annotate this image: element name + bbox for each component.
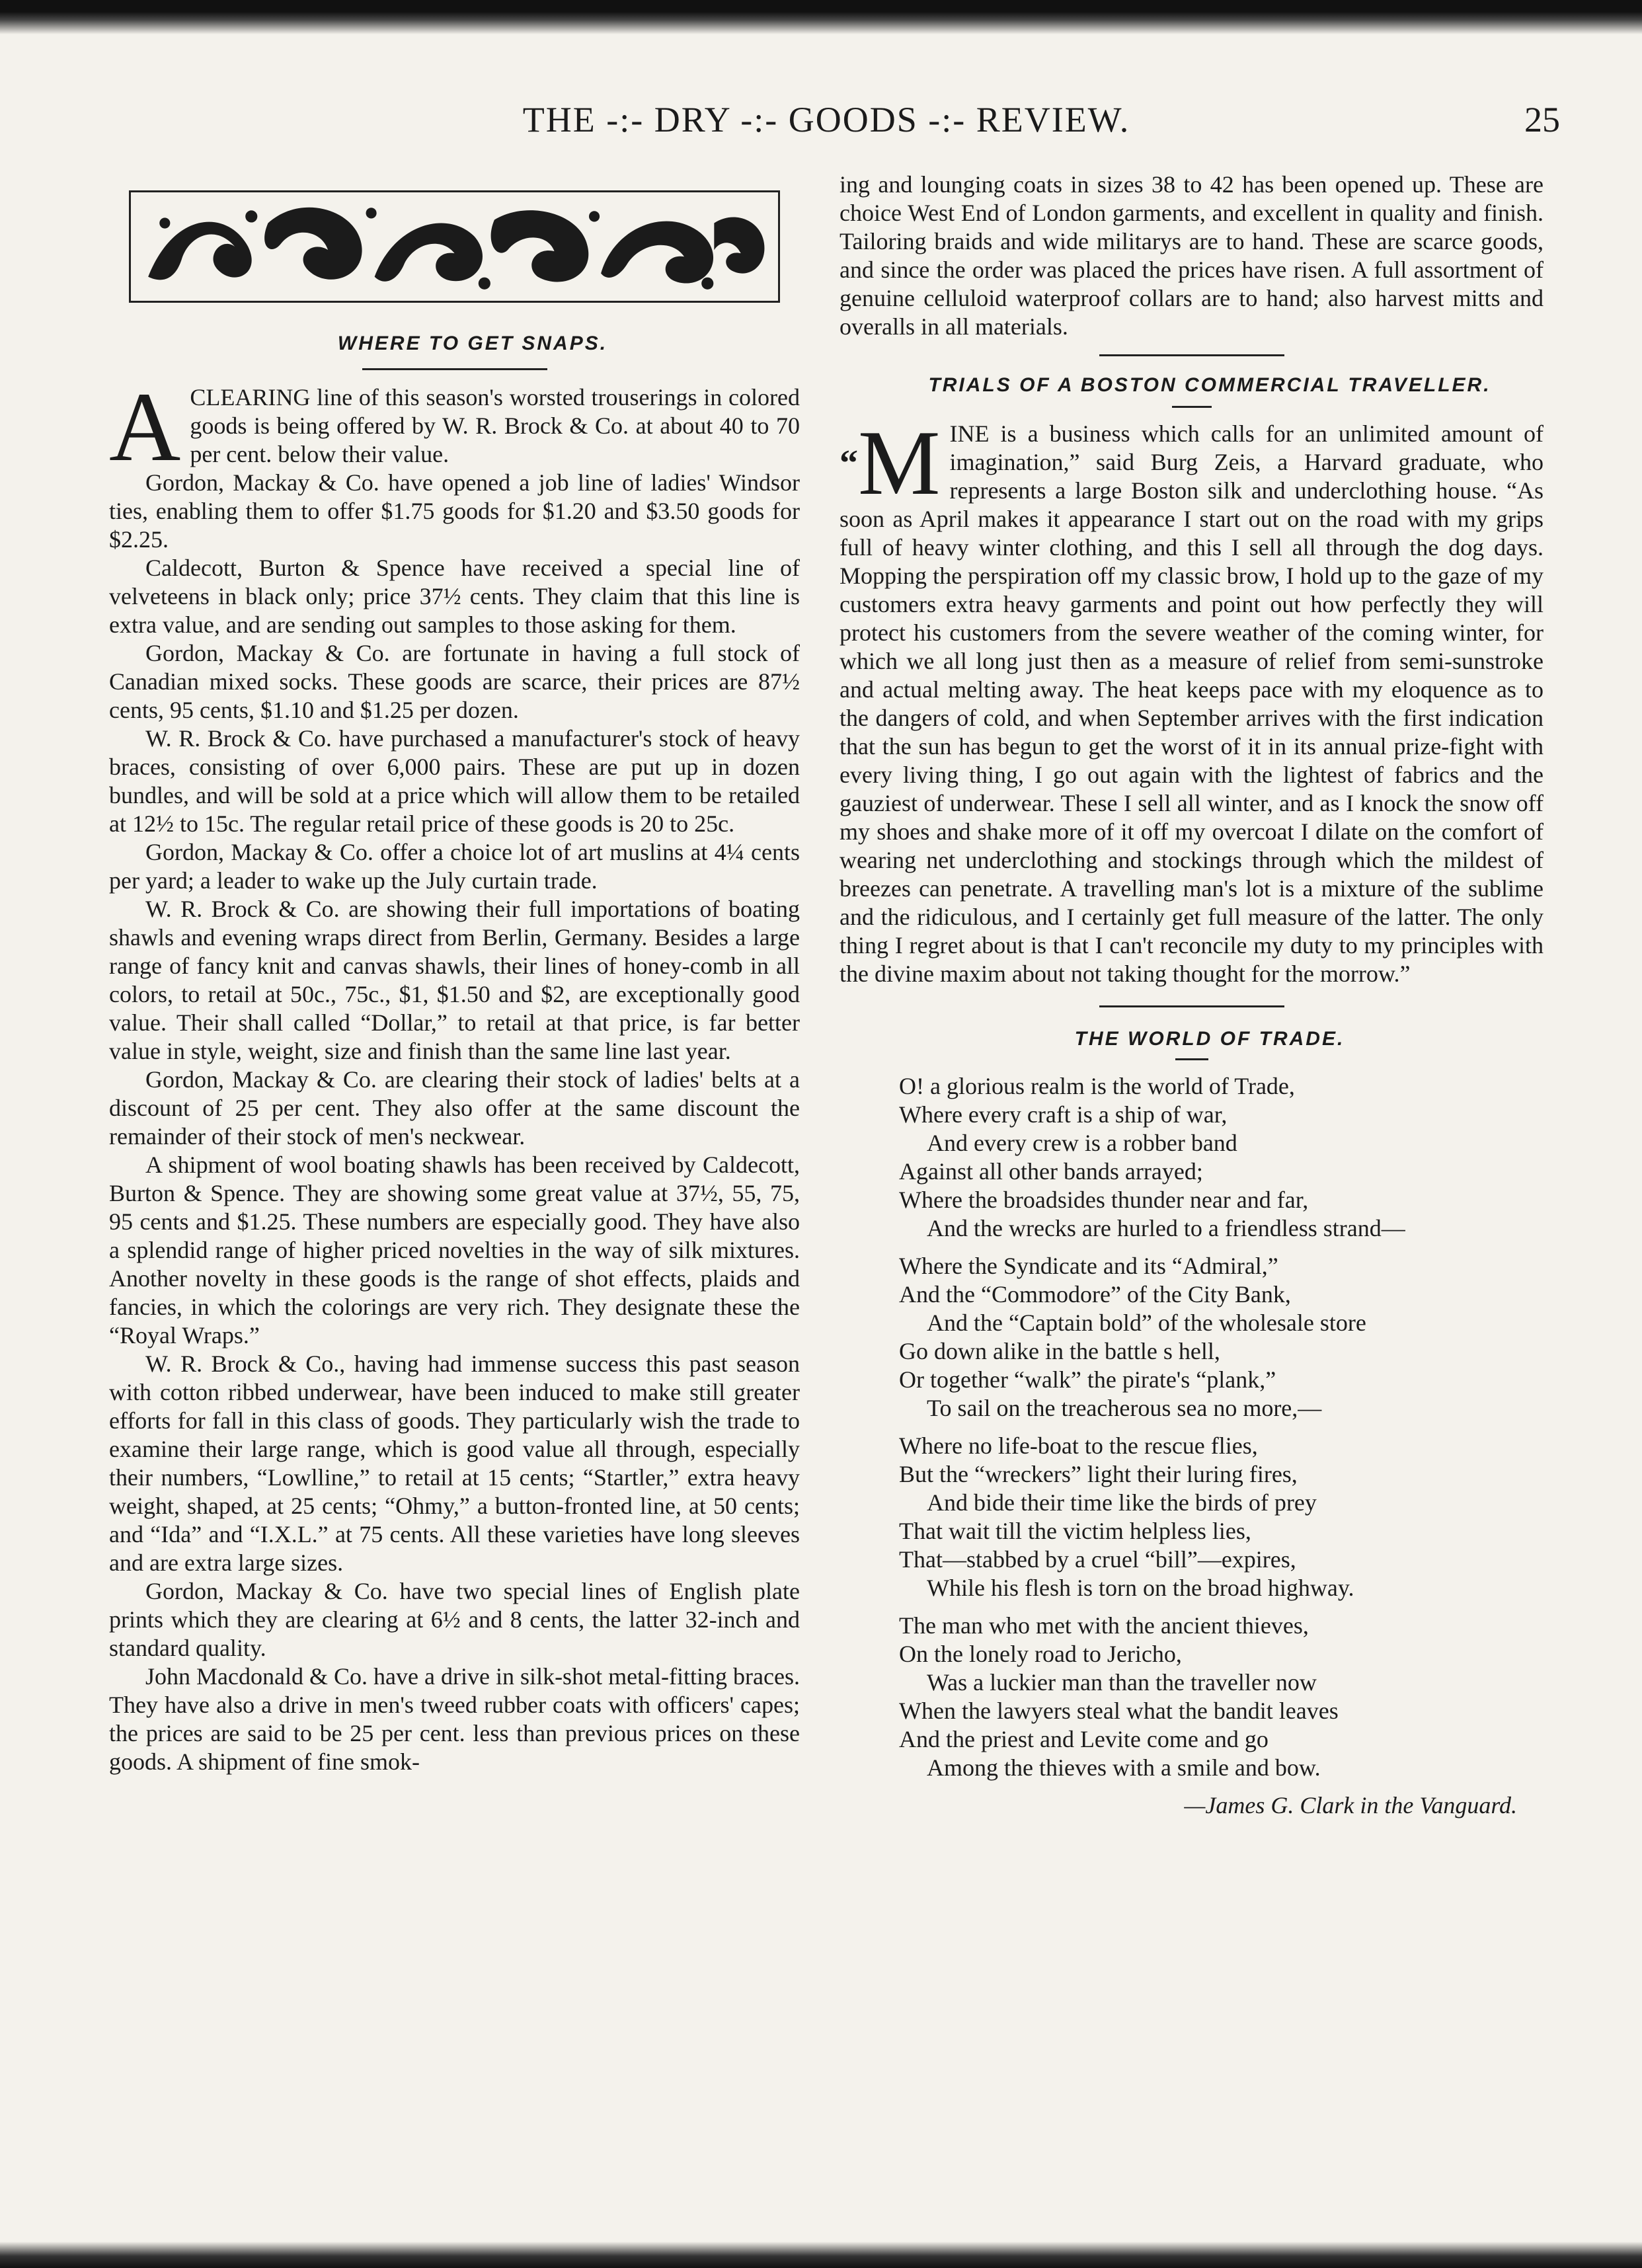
poem-line: Where the Syndicate and its “Admiral,” [899,1253,1278,1279]
poem-line: Where no life-boat to the rescue flies, [899,1432,1258,1459]
snap-item-paragraph: Caldecott, Burton & Spence have received a special line of velveteens in black only; price 37½ cents. They claim that this line is extra value, and are sending out samples to those asking for them. [109,555,800,638]
short-rule [1172,406,1212,408]
poem-line: While his flesh is torn on the broad highway. [927,1575,1354,1601]
poem-stanza [899,1072,1544,1243]
poem-the-world-of-trade [840,1072,1544,1820]
poem-line: And the “Captain bold” of the wholesale store [927,1310,1366,1336]
poem-line: And every crew is a robber band [927,1130,1237,1156]
snap-item-paragraph: John Macdonald & Co. have a drive in silk-shot metal-fitting braces. They have also a drive in men's tweed rubber coats with officers' capes; the prices are said to be 25 per cent. less than previous prices on these goods. A shipment of fine smok- [109,1663,800,1775]
first-paragraph [109,372,800,482]
snap-item-paragraph: A shipment of wool boating shawls has been received by Caldecott, Burton & Spence. They are showing some great value at 37½, 55, 75, 95 cents and $1.25. These numbers are especially good. They have also a splendid range of higher priced novelties in the way of silk mixtures. Another novelty in these goods is the range of shot effects, plaids and fancies, in which the colorings are very rich. They designate these the “Royal Wraps.” [109,1152,800,1349]
poem-line: Or together “walk” the pirate's “plank,” [899,1366,1276,1393]
section-rule [1099,1005,1284,1007]
poem-line: That wait till the victim helpless lies, [899,1518,1251,1544]
scan-bottom-edge [0,2242,1642,2268]
poem-stanza [899,1612,1544,1782]
poem-byline: —James G. Clark in the Vanguard. [1184,1792,1517,1818]
poem-line: Was a luckier man than the traveller now [927,1669,1317,1696]
scan-top-edge [0,0,1642,34]
poem-line: O! a glorious realm is the world of Trade, [899,1073,1295,1099]
open-quote: “ [840,443,858,484]
poem-line: The man who met with the ancient thieves, [899,1612,1309,1639]
right-column [840,171,1544,1820]
poem-line: That—stabbed by a cruel “bill”—expires, [899,1546,1296,1573]
poem-line: Against all other bands arrayed; [899,1158,1203,1185]
poem-line: And the “Commodore” of the City Bank, [899,1281,1291,1308]
section-rule [362,368,547,370]
snap-item-paragraph: Gordon, Mackay & Co. have opened a job line of ladies' Windsor ties, enabling them to offer $1.75 goods for $1.20 and $3.50 goods for $2.25. [109,469,800,553]
short-rule [1175,1058,1208,1060]
poem-stanza [899,1432,1544,1602]
running-head: THE -:- DRY -:- GOODS -:- REVIEW. [522,100,1130,139]
poem-line: On the lonely road to Jericho, [899,1641,1182,1667]
snap-item-paragraph: Gordon, Mackay & Co. are fortunate in having a full stock of Canadian mixed socks. These goods are scarce, their prices are 87½ cents, 95 cents, $1.10 and $1.25 per dozen. [109,640,800,723]
left-column [109,171,800,1776]
page-number: 25 [1524,100,1560,139]
snap-item-paragraph: W. R. Brock & Co. are showing their full importations of boating shawls and evening wraps direct from Berlin, Germany. Besides a large range of fancy knit and canvas shawls, their lines of honey-comb in all colors, to retail at 50c., 75c., $1, $1.50 and $2, are exceptionally good value. Their shall called “Dollar,” to retail at that price, is far better value in style, weight, size and finish than the same line last year. [109,896,800,1064]
poem-line: But the “wreckers” light their luring fires, [899,1461,1298,1487]
poem-line: And the wrecks are hurled to a friendless strand— [927,1215,1405,1241]
section-rule [1099,354,1284,356]
section-heading-the-world-of-trade: THE WORLD OF TRADE. [1074,1028,1345,1050]
poem-line: To sail on the treacherous sea no more,— [927,1395,1322,1421]
snap-item-paragraph: Gordon, Mackay & Co. are clearing their stock of ladies' belts at a discount of 25 per cent. They also offer at the same discount the remainder of their stock of men's neckwear. [109,1066,800,1150]
snap-item-paragraph: W. R. Brock & Co. have purchased a manufacturer's stock of heavy braces, consisting of over 6,000 pairs. These are put up in dozen bundles, and will be sold at a price which will allow them to be retailed at 12½ to 15c. The regular retail price of these goods is 20 to 25c. [109,725,800,837]
poem-line: Go down alike in the battle s hell, [899,1338,1220,1364]
poem-line: And bide their time like the birds of prey [927,1489,1317,1516]
poem-line: When the lawyers steal what the bandit leaves [899,1698,1339,1724]
dropcap-letter: “M [840,412,941,514]
section-heading-trials-of-a-boston-commercial-traveller: TRIALS OF A BOSTON COMMERCIAL TRAVELLER. [928,374,1491,396]
poem-line: And the priest and Levite come and go [899,1726,1269,1752]
snap-item-paragraph: W. R. Brock & Co., having had immense success this past season with cotton ribbed underwear, have been induced to make still greater efforts for fall in this class of goods. They particularly wish the trade to examine their large range, which is good value all through, especially their numbers, “Lowlline,” to retail at 15 cents; “Startler,” extra heavy weight, shaped, at 25 cents; “Ohmy,” a button-fronted line, at 50 cents; and “Ida” and “I.X.L.” at 75 cents. All these varieties have long sleeves and are extra large sizes. [109,1350,800,1576]
snap-item-paragraph: Gordon, Mackay & Co. offer a choice lot of art muslins at 4¼ cents per yard; a leader to wake up the July curtain trade. [109,839,800,894]
article-paragraph [840,412,1544,988]
poem-stanza [899,1252,1544,1423]
article-text: INE is a business which calls for an unlimited amount of imagination,” said Burg Zeis, a Harvard graduate, who represents a large Boston silk and underclothing house. “As soon as April makes it appearance I start out on the road with my grips full of heavy winter clothing, and this I sell all through the dog days. Mopping the perspiration off my classic brow, I hold up to the gaze of my customers extra heavy garments and point out how perfectly they will protect his customers from the severe weather of the coming winter, for which we all long just then as a measure of relief from semi-sunstroke and actual melting away. The heat keeps pace with my eloquence as to the dangers of cold, and when September arrives with the first indication that the sun has begun to get the worst of it in its annual prize-fight with every living thing, I go out again with the lightest of fabrics and the gauziest of underwear. These I sell all winter, and as I knock the snow off my shoes and shake more of it off my overcoat I dilate on the comfort of wearing net underclothing and stockings through which the mildest of breezes can penetrate. A travelling man's lot is a mixture of the sublime and the ridiculous, and I certainly get full measure of the latter. The only thing I regret about is that I can't reconcile my duty to my principles with the divine maxim about not taking thought for the morrow.” [840,420,1544,987]
snap-item-paragraph: Gordon, Mackay & Co. have two special lines of English plate prints which they are clearing at 6½ and 8 cents, the latter 32-inch and standard quality. [109,1578,800,1661]
poem-line: Where every craft is a ship of war, [899,1101,1228,1128]
first-paragraph-text: CLEARING line of this season's worsted trouserings in colored goods is being offered by W. R. Brock & Co. at about 40 to 70 per cent. below their value. [190,384,800,467]
decorative-ornament-banner [129,190,780,303]
continued-paragraph: ing and lounging coats in sizes 38 to 42 has been opened up. These are choice West End of London garments, and excellent in quality and finish. Tailoring braids and wide militarys are to hand. These are scarce goods, and since the order was placed the prices have risen. A full assortment of genuine celluloid waterproof collars are to hand; also harvest mitts and overalls in all materials. [840,171,1544,340]
poem-line: Where the broadsides thunder near and far, [899,1187,1309,1213]
poem-line: Among the thieves with a smile and bow. [927,1754,1321,1781]
dropcap-letter: A [109,372,181,482]
ornament-icon [135,196,774,297]
section-heading-where-to-get-snaps: WHERE TO GET SNAPS. [337,332,608,354]
